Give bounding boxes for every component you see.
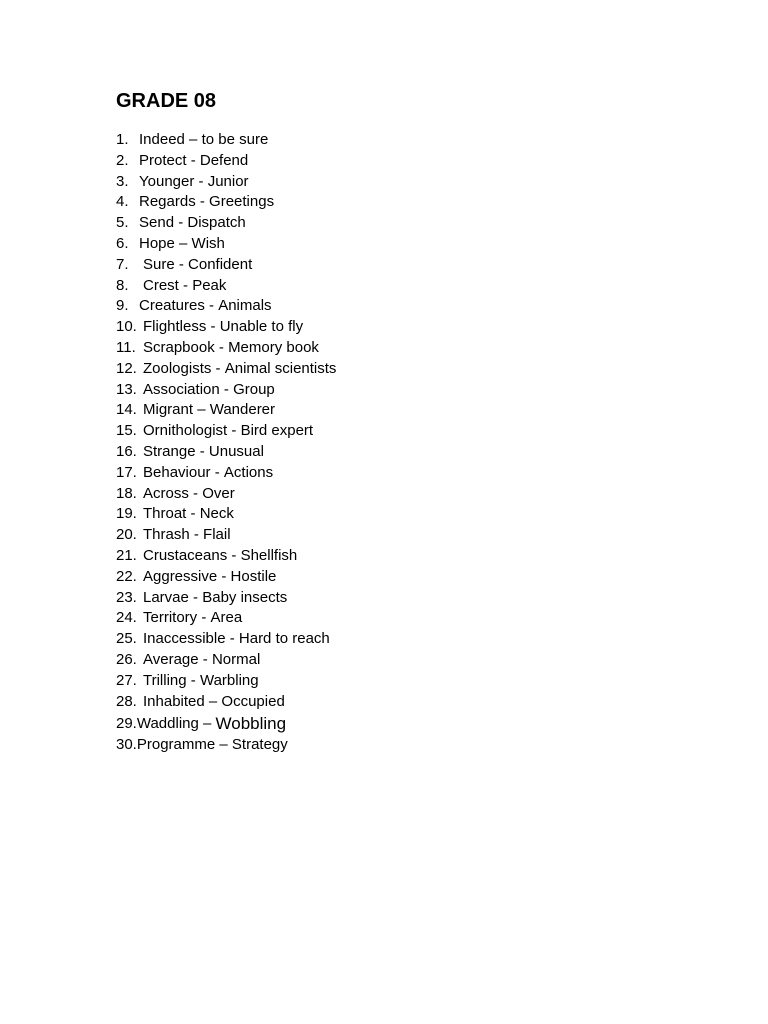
item-number: 14. bbox=[116, 401, 137, 419]
item-term: Protect bbox=[139, 151, 187, 169]
item-number: 18. bbox=[116, 484, 137, 502]
item-number: 9. bbox=[116, 297, 129, 315]
list-item bbox=[116, 546, 716, 567]
item-separator: – bbox=[204, 692, 222, 710]
item-separator: - bbox=[174, 255, 189, 273]
list-item bbox=[116, 421, 716, 442]
item-separator: - bbox=[174, 214, 188, 232]
item-meaning: Memory book bbox=[228, 338, 319, 356]
item-number: 8. bbox=[116, 276, 129, 294]
item-number: 23. bbox=[116, 588, 137, 606]
item-term: Association bbox=[143, 380, 220, 398]
item-number: 11. bbox=[116, 338, 136, 356]
item-number: 4. bbox=[116, 193, 129, 211]
item-separator: - bbox=[210, 463, 224, 481]
item-number: 3. bbox=[116, 172, 129, 190]
item-meaning: Unable to fly bbox=[219, 318, 304, 336]
item-term: Waddling bbox=[136, 715, 199, 733]
item-meaning: Occupied bbox=[221, 692, 285, 710]
list-item bbox=[116, 671, 716, 692]
item-term: Younger bbox=[139, 172, 195, 190]
list-item bbox=[116, 400, 716, 421]
item-separator: - bbox=[206, 318, 220, 336]
item-meaning: Greetings bbox=[209, 193, 275, 211]
list-item bbox=[116, 463, 716, 484]
item-term: Sure bbox=[143, 255, 175, 273]
list-item bbox=[116, 650, 716, 671]
item-separator: - bbox=[194, 172, 208, 190]
item-meaning: Confident bbox=[188, 255, 253, 273]
item-meaning: to be sure bbox=[201, 131, 269, 148]
item-term: Across bbox=[143, 484, 189, 502]
item-number: 28. bbox=[116, 692, 137, 710]
list-item bbox=[116, 213, 716, 234]
item-number: 10. bbox=[116, 318, 137, 336]
list-item bbox=[116, 567, 716, 588]
item-term: Throat bbox=[143, 505, 187, 523]
list-item bbox=[116, 712, 716, 735]
item-term: Migrant bbox=[143, 401, 194, 419]
item-number: 27. bbox=[116, 671, 137, 689]
item-meaning: Animals bbox=[218, 297, 272, 315]
item-separator: - bbox=[195, 442, 209, 460]
item-meaning: Warbling bbox=[199, 671, 259, 689]
item-meaning: Flail bbox=[203, 526, 231, 544]
list-item bbox=[116, 151, 716, 172]
item-term: Thrash bbox=[143, 526, 190, 544]
item-term: Strange bbox=[143, 442, 196, 460]
item-meaning: Peak bbox=[192, 276, 227, 294]
item-number: 26. bbox=[116, 650, 137, 668]
item-term: Larvae bbox=[143, 588, 189, 606]
item-separator: - bbox=[217, 567, 231, 585]
item-meaning: Hard to reach bbox=[238, 630, 330, 648]
list-item bbox=[116, 255, 716, 276]
list-item bbox=[116, 608, 716, 629]
list-item bbox=[116, 380, 716, 401]
item-separator: - bbox=[227, 546, 241, 564]
list-item bbox=[116, 276, 716, 297]
item-meaning: Neck bbox=[199, 505, 234, 523]
list-item bbox=[116, 317, 716, 338]
item-number: 12. bbox=[116, 359, 137, 377]
item-meaning: Over bbox=[202, 484, 235, 502]
item-separator: - bbox=[211, 359, 225, 377]
item-number: 16. bbox=[116, 442, 137, 460]
list-item bbox=[116, 504, 716, 525]
item-number: 29. bbox=[116, 715, 137, 733]
item-term: Trilling bbox=[143, 671, 187, 689]
item-term: Aggressive bbox=[143, 567, 218, 585]
item-number: 24. bbox=[116, 609, 137, 627]
item-separator: - bbox=[186, 505, 200, 523]
item-meaning: Bird expert bbox=[240, 422, 314, 440]
item-meaning: Defend bbox=[199, 151, 249, 169]
list-item bbox=[116, 338, 716, 359]
item-separator: - bbox=[204, 297, 219, 315]
item-term: Scrapbook bbox=[143, 338, 215, 356]
item-number: 15. bbox=[116, 422, 137, 440]
item-term: Average bbox=[143, 650, 199, 668]
item-meaning: Wish bbox=[191, 234, 225, 252]
item-term: Territory bbox=[143, 609, 198, 627]
item-term: Behaviour bbox=[143, 463, 211, 481]
item-term: Regards bbox=[139, 193, 196, 211]
item-separator: - bbox=[227, 422, 241, 440]
item-separator: - bbox=[186, 151, 200, 169]
document-title: GRADE 08 bbox=[116, 90, 217, 112]
item-meaning: Group bbox=[233, 380, 275, 398]
item-number: 1. bbox=[116, 131, 129, 148]
vocabulary-list bbox=[116, 130, 716, 756]
item-separator: – bbox=[198, 715, 216, 733]
item-meaning: Unusual bbox=[208, 442, 264, 460]
list-item bbox=[116, 735, 716, 756]
item-number: 19. bbox=[116, 505, 137, 523]
item-number: 7. bbox=[116, 255, 129, 273]
list-item bbox=[116, 525, 716, 546]
item-meaning: Strategy bbox=[231, 736, 288, 754]
item-meaning: Shellfish bbox=[240, 546, 298, 564]
item-meaning: Hostile bbox=[230, 567, 277, 585]
item-number: 5. bbox=[116, 214, 129, 232]
item-term: Crustaceans bbox=[143, 546, 228, 564]
list-item bbox=[116, 296, 716, 317]
list-item bbox=[116, 588, 716, 609]
item-meaning: Junior bbox=[207, 172, 249, 190]
item-term: Crest bbox=[143, 276, 179, 294]
item-term: Hope bbox=[139, 234, 175, 252]
item-number: 20. bbox=[116, 526, 137, 544]
item-term: Inhabited bbox=[143, 692, 205, 710]
item-separator: - bbox=[189, 526, 204, 544]
list-item bbox=[116, 234, 716, 255]
item-meaning: Normal bbox=[211, 650, 261, 668]
item-meaning: Actions bbox=[223, 463, 274, 481]
list-item bbox=[116, 692, 716, 713]
item-number: 22. bbox=[116, 567, 137, 585]
list-item bbox=[116, 172, 716, 193]
item-meaning: Baby insects bbox=[202, 588, 288, 606]
item-term: Send bbox=[139, 214, 175, 232]
item-number: 17. bbox=[116, 463, 137, 481]
item-separator: - bbox=[188, 484, 203, 502]
item-meaning: Wobbling bbox=[215, 714, 287, 734]
item-separator: – bbox=[193, 401, 210, 419]
item-separator: - bbox=[186, 671, 200, 689]
item-separator: - bbox=[219, 380, 234, 398]
item-separator: - bbox=[214, 338, 229, 356]
item-separator: - bbox=[188, 588, 203, 606]
document-page bbox=[116, 88, 716, 756]
item-meaning: Wanderer bbox=[209, 401, 276, 419]
item-separator: – bbox=[215, 736, 232, 754]
item-number: 6. bbox=[116, 234, 129, 252]
item-term: Zoologists bbox=[143, 359, 212, 377]
list-item bbox=[116, 484, 716, 505]
item-separator: - bbox=[225, 630, 239, 648]
list-item bbox=[116, 192, 716, 213]
item-number: 13. bbox=[116, 380, 137, 398]
item-separator: - bbox=[197, 609, 211, 627]
item-meaning: Area bbox=[210, 609, 243, 627]
item-term: Creatures bbox=[139, 297, 205, 315]
item-separator: - bbox=[178, 276, 193, 294]
item-meaning: Animal scientists bbox=[224, 359, 337, 377]
list-item bbox=[116, 359, 716, 380]
item-number: 25. bbox=[116, 630, 137, 648]
item-separator: - bbox=[195, 193, 210, 211]
item-term: Indeed bbox=[139, 131, 185, 148]
list-item bbox=[116, 442, 716, 463]
item-number: 21. bbox=[116, 546, 137, 564]
item-number: 30. bbox=[116, 736, 137, 754]
item-term: Ornithologist bbox=[143, 422, 228, 440]
item-separator: – bbox=[174, 234, 192, 252]
item-term: Programme bbox=[136, 736, 216, 754]
item-term: Flightless bbox=[143, 318, 207, 336]
list-item bbox=[116, 629, 716, 650]
item-separator: – bbox=[184, 131, 202, 148]
item-term: Inaccessible bbox=[143, 630, 226, 648]
item-meaning: Dispatch bbox=[187, 214, 246, 232]
list-item bbox=[116, 130, 716, 151]
item-number: 2. bbox=[116, 151, 129, 169]
item-separator: - bbox=[198, 650, 212, 668]
